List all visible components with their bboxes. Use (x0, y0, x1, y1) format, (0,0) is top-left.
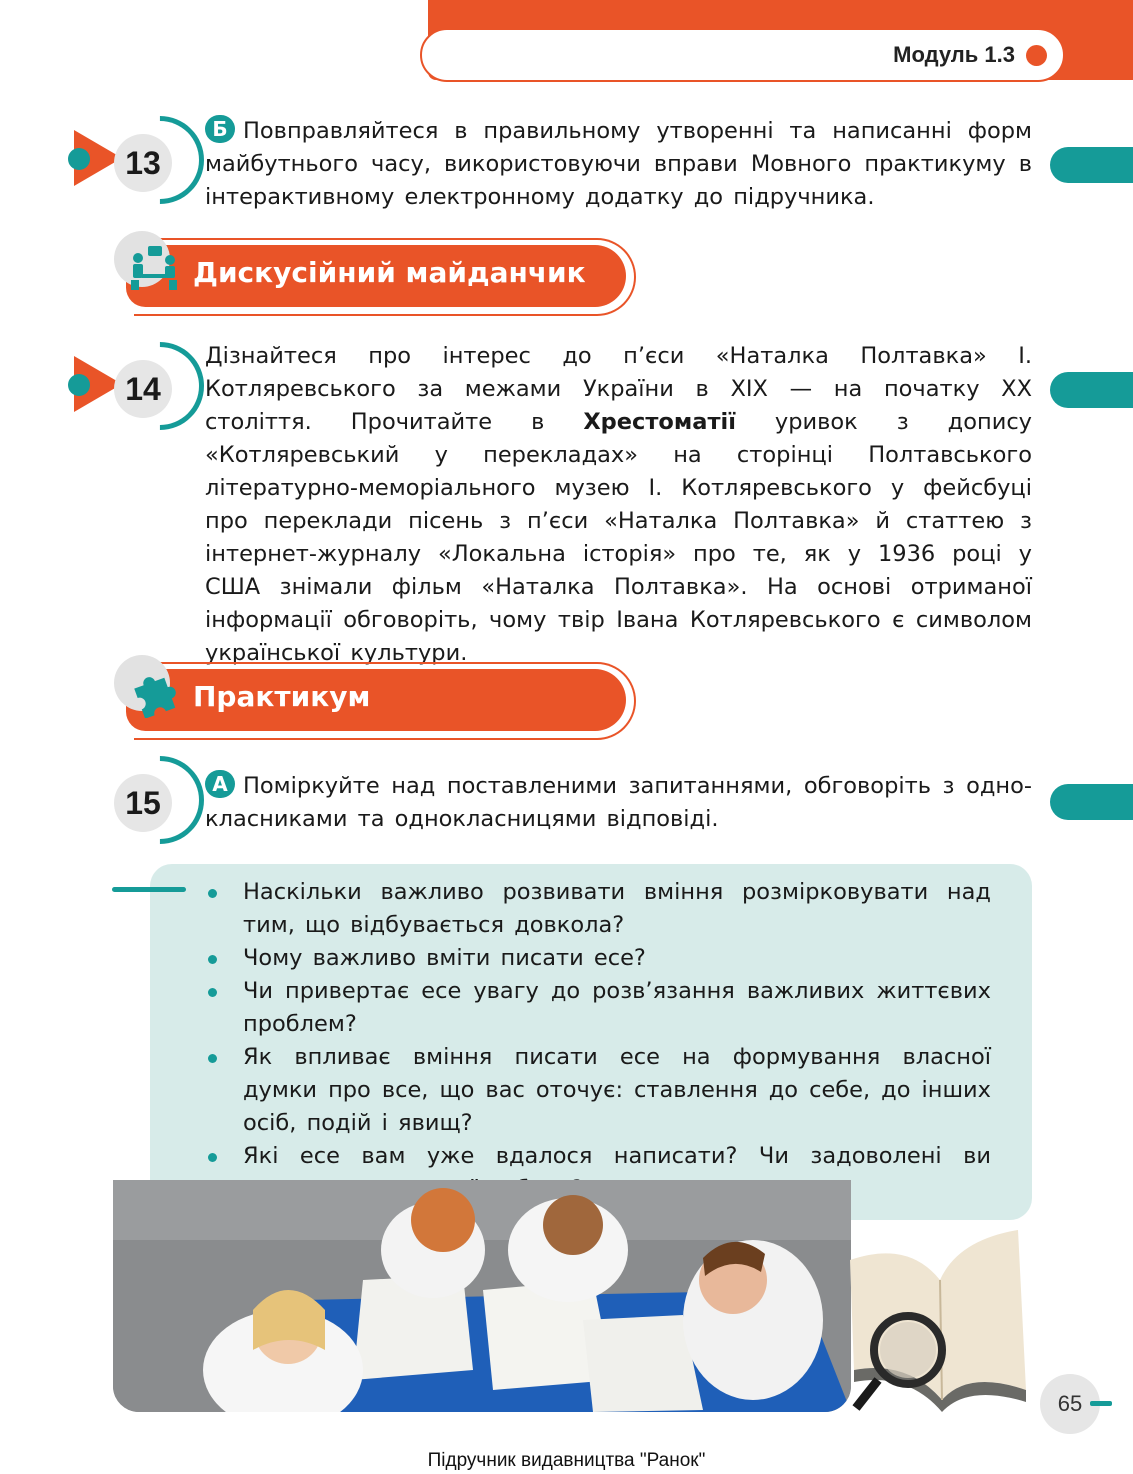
task-number: 14 (114, 360, 172, 418)
task-number: 15 (114, 774, 172, 832)
task-14-marker (68, 338, 178, 438)
bold-term: Хрестоматії (583, 409, 736, 435)
dot-icon (68, 148, 90, 170)
list-item: Чи привертає есе увагу до розв’язання важливих життєвих проблем? (205, 975, 991, 1041)
dot-icon (68, 374, 90, 396)
section-title-practicum: Практикум (193, 680, 371, 713)
list-item: Чому важливо вміти писати есе? (205, 942, 991, 975)
page-number: 65 (1040, 1374, 1100, 1434)
task-13-text: Б Повправляйтеся в правильному утворенні та написанні форм майбутнього часу, використовуючи вправи Мовного практикуму в інтерактивному електронному додатку до підручника. (205, 117, 1032, 210)
module-label: Модуль 1.3 (893, 42, 1015, 67)
task-15-text: А Поміркуйте над поставленими запитаннями, обговоріть з однокласниками та однокласницями відповіді. (205, 772, 1032, 832)
edge-tab-13 (1050, 147, 1133, 183)
open-book-magnifier-image (848, 1220, 1030, 1412)
questions-list (205, 876, 991, 1206)
task-number: 13 (114, 134, 172, 192)
list-item: Як впливає вміння писати есе на формування власної думки про все, що вас оточує: ставлення до себе, до інших осіб, подій і явищ? (205, 1041, 991, 1140)
section-title-discussion: Дискусійний майданчик (193, 256, 586, 289)
module-dot-icon (1026, 45, 1047, 66)
questions-box-accent-line (112, 887, 186, 892)
discussion-people-icon (128, 244, 180, 292)
task-letter-badge: А (205, 770, 235, 798)
task-15-marker (68, 752, 178, 852)
edge-tab-14 (1050, 372, 1133, 408)
footer-publisher: Підручник видавництва "Ранок" (427, 1450, 706, 1471)
task-13-marker (68, 112, 178, 212)
children-writing-photo (113, 1180, 851, 1412)
list-item: Наскільки важливо розвивати вміння розмірковувати над тим, що відбувається довкола? (205, 876, 991, 942)
task-letter-badge: Б (205, 115, 235, 143)
photo-illustration (113, 1180, 851, 1412)
list-item: Які есе вам уже вдалося написати? Чи задоволені ви (205, 1140, 991, 1206)
page-number-dash (1090, 1401, 1112, 1406)
task-14-text: Дізнайтеся про інтерес до п’єси «Наталка Полтавка» І. Котляревського за межами України в XIX — на початку XX століття. Прочитайте в Хрестоматії уривок з допису «Котляревський у перекладах» на сторінці Полтавського літературно-меморіального музею І. Котляревського у фейсбуці про переклади пісень з п’єси «Наталка Полтавка» й статтею з інтернет-журналу «Локальна історія» про те, як у 1936 році у США знімали фільм «Наталка Полтавка». На основі отриманої інформації обговоріть, чому твір Івана Котляревського є символом української культури. (205, 343, 1032, 666)
edge-tab-15 (1050, 784, 1133, 820)
puzzle-icon (130, 668, 180, 718)
